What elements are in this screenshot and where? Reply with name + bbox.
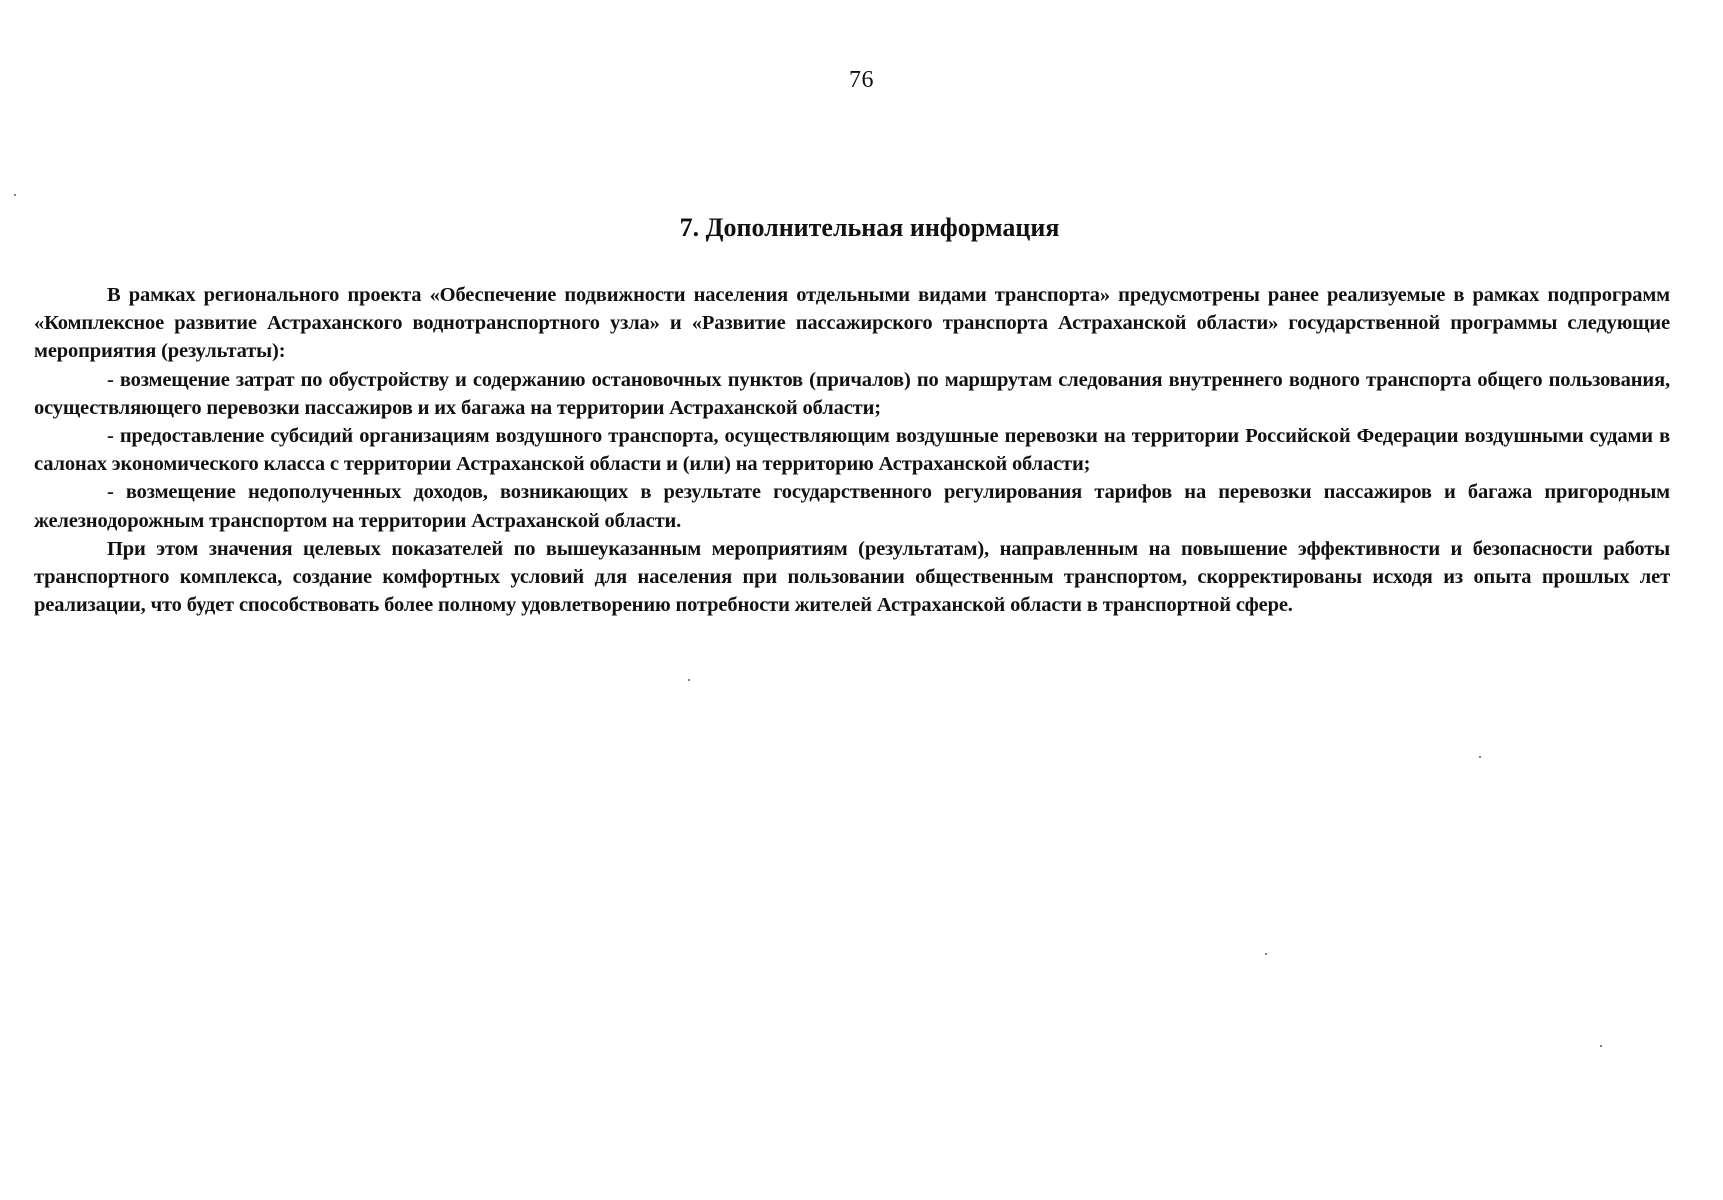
paragraph-conclusion: При этом значения целевых показателей по вышеуказанным мероприятиям (результатам), направленным на повышение эффективности и безопасности работы транспортного комплекса, создание комфортных условий для населения при пользовании общественным транспортом, скорректированы исходя из опыта прошлых лет реализации, что будет способствовать более полному удовлетворению потребности жителей Астраханской области в транспортной сфере. bbox=[34, 537, 1670, 617]
page-number: 76 bbox=[849, 67, 874, 93]
scan-speck bbox=[1600, 1045, 1602, 1047]
scan-speck bbox=[1265, 953, 1267, 955]
paragraph-item-water-transport: - возмещение затрат по обустройству и содержанию остановочных пунктов (причалов) по маршрутам следования внутреннего водного транспорта общего пользования, осуществляющего перевозки пассажиров и их багажа на территории Астраханской области; bbox=[34, 368, 1670, 419]
paragraph-intro: В рамках регионального проекта «Обеспечение подвижности населения отдельными видами транспорта» предусмотрены ранее реализуемые в рамках подпрограмм «Комплексное развитие Астраханского воднотранспортного узла» и «Развитие пассажирского транспорта Астраханской области» государственной программы следующие мероприятия (результаты): bbox=[34, 284, 1670, 363]
paragraph-item-air-transport: - предоставление субсидий организациям воздушного транспорта, осуществляющим воздушные перевозки на территории Российской Федерации воздушными судами в салонах экономического класса с территории Астраханской области и (или) на территорию Астраханской области; bbox=[34, 425, 1670, 476]
scan-speck bbox=[688, 679, 690, 681]
scan-speck bbox=[1479, 756, 1481, 758]
scan-speck bbox=[14, 194, 16, 196]
paragraph-item-rail-transport: - возмещение недополученных доходов, возникающих в результате государственного регулирования тарифов на перевозки пассажиров и багажа пригородным железнодорожным транспортом на территории Астраханской области. bbox=[34, 481, 1670, 532]
body-text bbox=[34, 281, 1670, 619]
section-title: 7. Дополнительная информация bbox=[679, 213, 1060, 242]
